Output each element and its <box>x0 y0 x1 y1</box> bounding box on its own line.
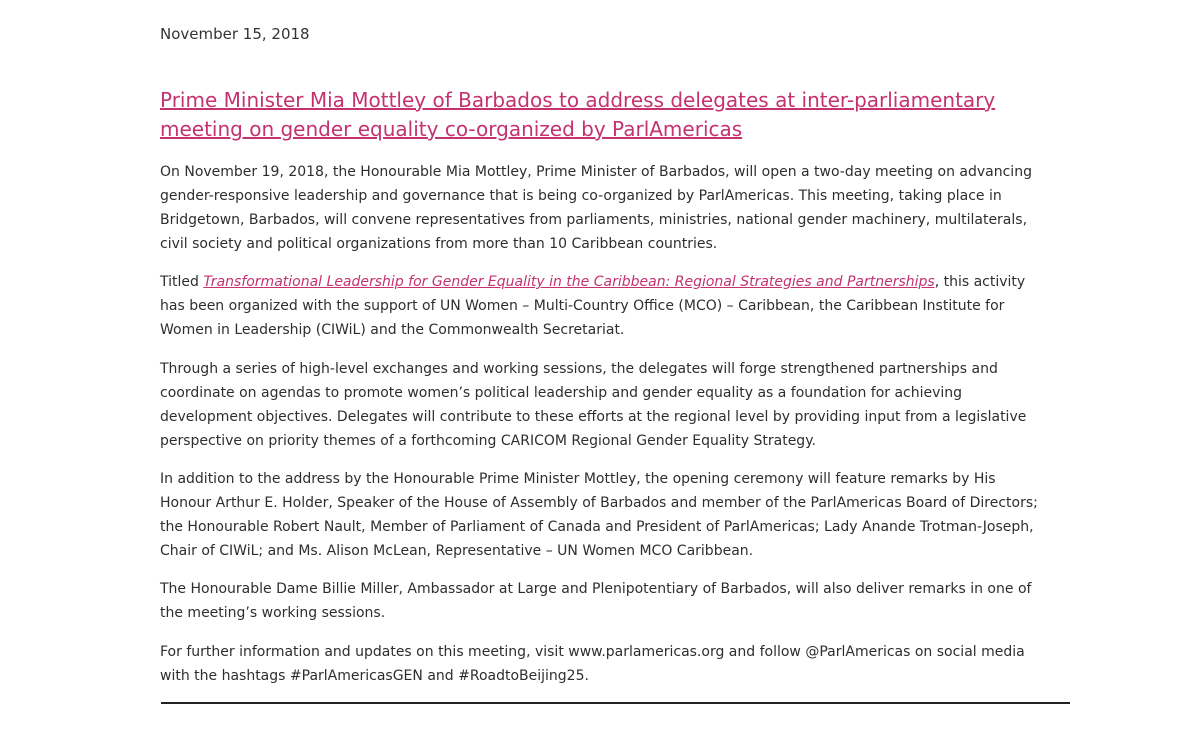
paragraph-line: Bridgetown, Barbados, will convene representatives from parliaments, ministries, national gender machinery, multilaterals, <box>160 212 1028 228</box>
paragraph-line: development objectives. Delegates will contribute to these efforts at the regional level by providing input from a legislative <box>160 409 1027 425</box>
paragraph-line: perspective on priority themes of a forthcoming CARICOM Regional Gender Equality Strategy. <box>160 433 816 449</box>
paragraph-line: In addition to the address by the Honourable Prime Minister Mottley, the opening ceremony will feature remarks by His <box>160 471 996 487</box>
article-divider <box>161 702 1070 704</box>
paragraph-line: has been organized with the support of UN Women – Multi-Country Office (MCO) – Caribbean, the Caribbean Institute for <box>160 298 1005 314</box>
paragraph-line: The Honourable Dame Billie Miller, Ambassador at Large and Plenipotentiary of Barbados, will also deliver remarks in one of <box>160 581 1032 597</box>
paragraph-line: Women in Leadership (CIWiL) and the Commonwealth Secretariat. <box>160 322 625 338</box>
paragraph-line: For further information and updates on this meeting, visit www.parlamericas.org and follow @ParlAmericas on social media <box>160 644 1025 660</box>
paragraph-line: Chair of CIWiL; and Ms. Alison McLean, Representative – UN Women MCO Caribbean. <box>160 543 754 559</box>
article-paragraph <box>160 270 1080 342</box>
paragraph-line: coordinate on agendas to promote women’s political leadership and gender equality as a foundation for achieving <box>160 385 963 401</box>
article-date: November 15, 2018 <box>160 25 310 43</box>
paragraph-line: Through a series of high-level exchanges and working sessions, the delegates will forge strengthened partnerships and <box>160 361 998 377</box>
paragraph-line <box>160 270 1080 294</box>
paragraph-line: the meeting’s working sessions. <box>160 605 386 621</box>
paragraph-line: civil society and political organizations from more than 10 Caribbean countries. <box>160 236 718 252</box>
article-title-line: Prime Minister Mia Mottley of Barbados to address delegates at inter-parliamentary <box>160 88 996 112</box>
activity-title-link[interactable]: Transformational Leadership for Gender Equality in the Caribbean: Regional Strategies and Partnerships <box>203 274 935 290</box>
article-paragraph <box>160 357 1080 453</box>
paragraph-line: with the hashtags #ParlAmericasGEN and #RoadtoBeijing25. <box>160 668 589 684</box>
article-title-link[interactable] <box>160 86 1072 144</box>
article-paragraph <box>160 160 1080 256</box>
paragraph-line: the Honourable Robert Nault, Member of Parliament of Canada and President of ParlAmericas; Lady Anande Trotman-Joseph, <box>160 519 1034 535</box>
article-paragraph <box>160 577 1080 625</box>
article-paragraph <box>160 640 1080 688</box>
article-title-line: meeting on gender equality co-organized by ParlAmericas <box>160 117 743 141</box>
paragraph-prefix: Titled <box>160 274 204 290</box>
paragraph-line: Honour Arthur E. Holder, Speaker of the House of Assembly of Barbados and member of the ParlAmericas Board of Directors; <box>160 495 1038 511</box>
article-paragraph <box>160 467 1080 563</box>
paragraph-line: On November 19, 2018, the Honourable Mia Mottley, Prime Minister of Barbados, will open a two-day meeting on advancing <box>160 164 1032 180</box>
paragraph-line: gender-responsive leadership and governance that is being co-organized by ParlAmericas. This meeting, taking place in <box>160 188 1002 204</box>
paragraph-suffix: , this activity <box>934 274 1026 290</box>
